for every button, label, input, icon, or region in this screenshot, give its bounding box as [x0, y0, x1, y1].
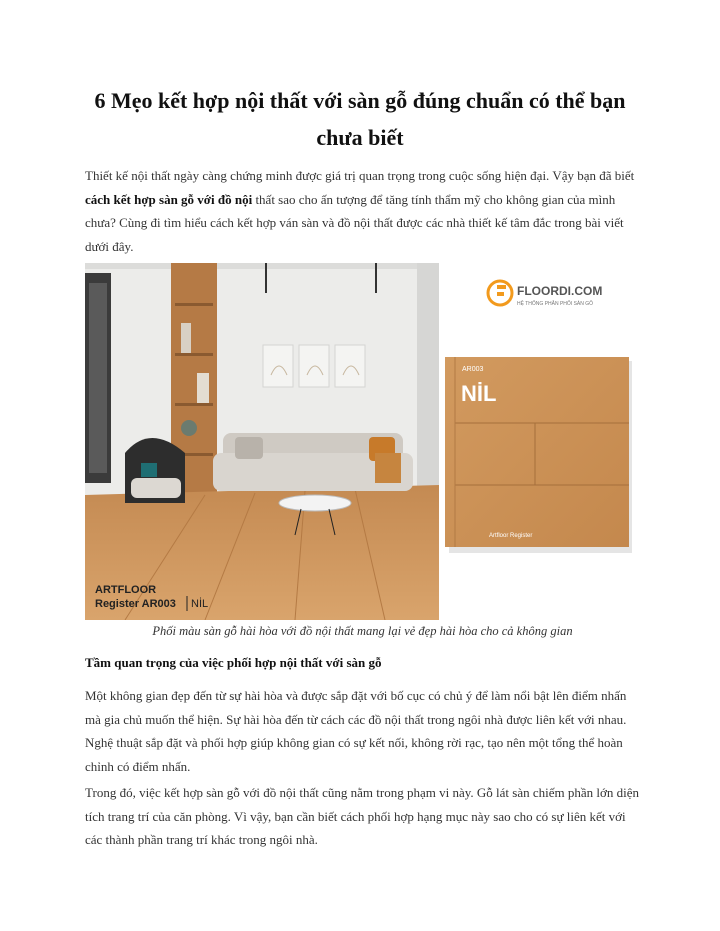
brand-text: FLOORDI.COM: [517, 284, 603, 298]
room-photo: [85, 263, 439, 620]
intro-paragraph: [85, 164, 640, 258]
body-paragraph-2: Trong đó, việc kết hợp sàn gỗ với đồ nội thất cũng nằm trong phạm vi này. Gỗ lát sàn chiếm phần lớn diện tích trang trí của căn phòng. Vì vậy, bạn cần biết cách phối hợp hạng mục này sao cho có sự liên kết với các thành phần trang trí khác trong ngôi nhà.: [85, 785, 640, 847]
intro-text-start: Thiết kế nội thất ngày càng chứng minh được giá trị quan trọng trong cuộc sống hiện đại. Vậy bạn đã biết: [85, 168, 635, 183]
intro-bold-link-text: cách kết hợp sàn gỗ với đồ nội: [85, 191, 253, 207]
title-line-1: 6 Mẹo kết hợp nội thất với sàn gỗ đúng chuẩn có thể bạn: [94, 88, 626, 113]
image-caption: Phối màu sàn gỗ hài hòa với đồ nội thất mang lại vẻ đẹp hài hòa cho cả không gian: [152, 624, 573, 638]
room-label-line1: ARTFLOOR: [95, 584, 157, 596]
sample-code: AR003: [462, 366, 484, 373]
room-label-line2: Register AR003: [95, 598, 176, 610]
intro-text-end: thất sao cho ấn tượng để tăng tính thẩm mỹ cho không gian của mình chưa? Cùng đi tìm hiểu cách kết hợp ván sàn và đồ nội thất được các nhà thiết kế tâm đắc trong bài viết dưới đây.: [85, 191, 624, 254]
brand-tagline: HỆ THỐNG PHÂN PHỐI SÀN GỖ: [517, 301, 594, 307]
wood-sample: [445, 357, 632, 553]
title-line-2: chưa biết: [316, 125, 404, 150]
sample-name: NİL: [461, 381, 497, 406]
floordi-logo: [488, 281, 602, 307]
feature-image: [85, 263, 640, 620]
body-paragraph-1: Một không gian đẹp đến từ sự hài hòa và được sắp đặt với bố cục có chủ ý để làm nổi bật lên điểm nhấn mà gia chủ muốn thể hiện. Sự hài hòa đến từ cách các đồ nội thất trong ngôi nhà được liên kết với nhau. Nghệ thuật sắp đặt và phối hợp giúp không gian có sự kết nối, không rời rạc, tạo nên một tổng thể hoàn chỉnh có điểm nhấn.: [85, 688, 627, 774]
sample-label: Artfloor Register: [489, 533, 533, 539]
section-heading: Tầm quan trọng của việc phối hợp nội thất với sàn gỗ: [85, 655, 382, 670]
article-title: [85, 82, 635, 156]
room-label-suffix: NİL: [191, 598, 209, 610]
